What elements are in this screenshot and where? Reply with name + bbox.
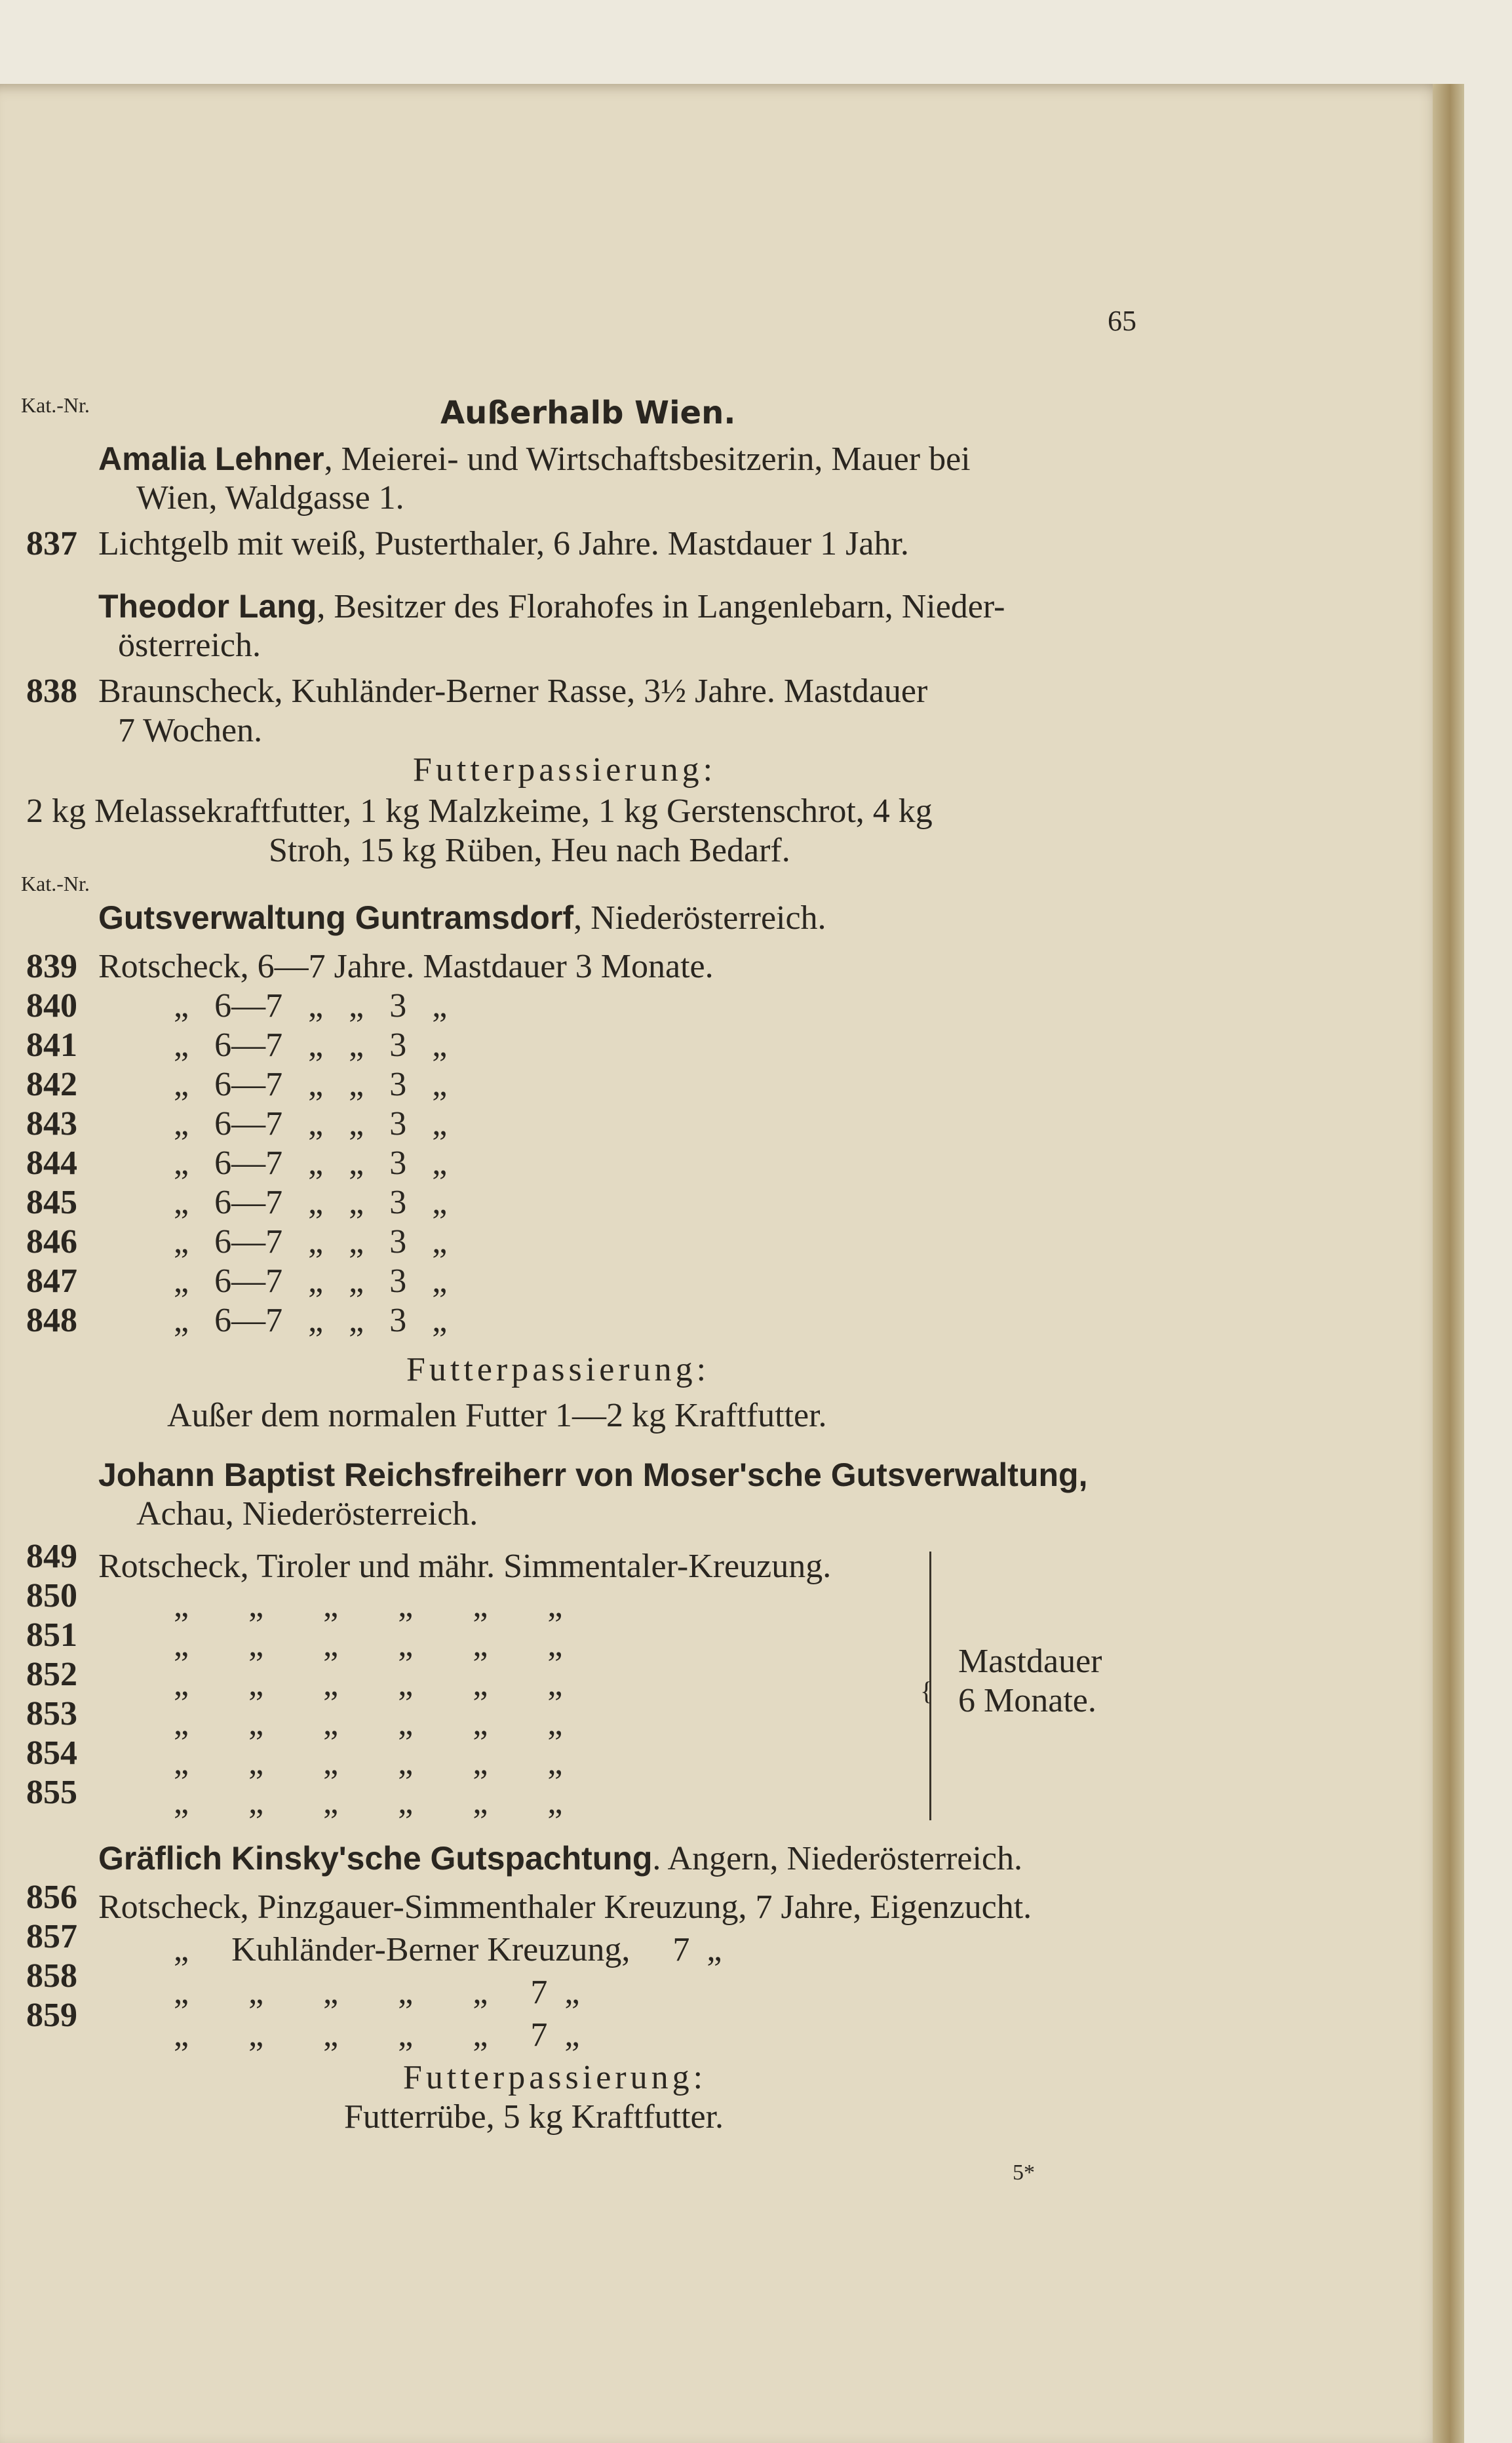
ditto-row: „ „ „ „ „ „: [174, 1626, 563, 1664]
ditto-row: „ Kuhländer-Berner Kreuzung, 7 „: [174, 1931, 722, 1968]
catalog-number: 843: [26, 1105, 77, 1143]
owner-description: , Besitzer des Florahofes in Langenlebarn, Nieder-: [317, 588, 1005, 625]
catalog-number: 844: [26, 1144, 77, 1182]
ditto-row: „ „ „ „ „ „: [174, 1587, 563, 1624]
feeding-label: Futterpassierung:: [413, 751, 717, 789]
catalog-number: 854: [26, 1734, 77, 1772]
owner-address: Achau, Niederösterreich.: [136, 1495, 478, 1533]
ditto-row: „ 6—7 „ „ 3 „: [174, 1026, 448, 1064]
ditto-row: „ „ „ „ „ 7 „: [174, 2016, 580, 2054]
ditto-row: „ 6—7 „ „ 3 „: [174, 1302, 448, 1339]
entry-lehner-header: [98, 439, 971, 479]
catalog-number: 840: [26, 987, 77, 1025]
catalog-number: 856: [26, 1879, 77, 1916]
ditto-row: „ 6—7 „ „ 3 „: [174, 987, 448, 1025]
page-edge: [1433, 84, 1464, 2443]
owner-description: . Angern, Niederösterreich.: [652, 1840, 1022, 1877]
kat-nr-label: Kat.-Nr.: [21, 393, 90, 417]
owner-name: Theodor Lang: [98, 588, 317, 625]
catalog-number: 852: [26, 1656, 77, 1693]
feeding-text: Futterrübe, 5 kg Kraftfutter.: [344, 2098, 724, 2136]
brace-tip: {: [920, 1676, 933, 1706]
ditto-row: „ 6—7 „ „ 3 „: [174, 1144, 448, 1182]
brace-note: 6 Monate.: [958, 1682, 1096, 1719]
brace-note: Mastdauer: [958, 1643, 1102, 1680]
ditto-row: „ „ „ „ „ „: [174, 1666, 563, 1703]
catalog-number: 855: [26, 1774, 77, 1811]
animal-description: Rotscheck, Pinzgauer-Simmenthaler Kreuzung, 7 Jahre, Eigenzucht.: [98, 1888, 1032, 1926]
catalog-number: 842: [26, 1066, 77, 1103]
feeding-label: Futterpassierung:: [403, 2059, 707, 2096]
animal-description: Rotscheck, Tiroler und mähr. Simmentaler-Kreuzung.: [98, 1548, 832, 1585]
owner-name: Gräflich Kinsky'sche Gutspachtung: [98, 1840, 653, 1877]
ditto-row: „ „ „ „ „ 7 „: [174, 1974, 580, 2011]
catalog-number: 847: [26, 1262, 77, 1300]
catalog-number: 857: [26, 1918, 77, 1955]
feeding-label: Futterpassierung:: [406, 1351, 710, 1388]
ditto-row: „ 6—7 „ „ 3 „: [174, 1223, 448, 1261]
owner-name: Gutsverwaltung Guntramsdorf: [98, 899, 574, 936]
owner-address: österreich.: [118, 627, 262, 664]
catalog-number: 859: [26, 1997, 77, 2034]
signature-mark: 5*: [1013, 2160, 1035, 2185]
ditto-row: „ 6—7 „ „ 3 „: [174, 1105, 448, 1143]
catalog-number: 837: [26, 525, 77, 562]
feeding-text: Außer dem normalen Futter 1—2 kg Kraftfutter.: [167, 1397, 827, 1434]
catalog-number: 853: [26, 1695, 77, 1732]
animal-description: Rotscheck, 6—7 Jahre. Mastdauer 3 Monate.: [98, 948, 714, 985]
catalog-number: 858: [26, 1957, 77, 1995]
page-number: 65: [1108, 305, 1136, 337]
ditto-row: „ 6—7 „ „ 3 „: [174, 1262, 448, 1300]
entry-lang-header: [98, 587, 1005, 627]
owner-address: Wien, Waldgasse 1.: [136, 479, 404, 517]
entry-guntramsdorf-header: [98, 898, 826, 938]
feeding-text-cont: Stroh, 15 kg Rüben, Heu nach Bedarf.: [269, 832, 790, 869]
animal-description-cont: 7 Wochen.: [118, 712, 263, 749]
catalog-number: 848: [26, 1302, 77, 1339]
catalog-number: 849: [26, 1538, 77, 1575]
catalog-number: 841: [26, 1026, 77, 1064]
catalog-number: 845: [26, 1184, 77, 1221]
kat-nr-label: Kat.-Nr.: [21, 872, 90, 895]
owner-name: Amalia Lehner: [98, 440, 324, 477]
owner-name: Johann Baptist Reichsfreiherr von Moser'sche Gutsverwaltung,: [98, 1456, 1088, 1493]
section-title: Außerhalb Wien.: [440, 395, 736, 431]
catalog-number: 846: [26, 1223, 77, 1261]
animal-description: Lichtgelb mit weiß, Pusterthaler, 6 Jahre. Mastdauer 1 Jahr.: [98, 525, 909, 562]
owner-description: , Niederösterreich.: [573, 899, 826, 937]
entry-kinsky-header: [98, 1839, 1022, 1879]
ditto-row: „ „ „ „ „ „: [174, 1705, 563, 1742]
catalog-number: 839: [26, 948, 77, 985]
animal-description: Braunscheck, Kuhländer-Berner Rasse, 3½ Jahre. Mastdauer: [98, 673, 928, 710]
feeding-text: 2 kg Melassekraftfutter, 1 kg Malzkeime, 1 kg Gerstenschrot, 4 kg: [26, 792, 933, 830]
ditto-row: „ „ „ „ „ „: [174, 1784, 563, 1821]
ditto-row: „ 6—7 „ „ 3 „: [174, 1184, 448, 1221]
catalog-number: 851: [26, 1616, 77, 1654]
owner-description: , Meierei- und Wirtschaftsbesitzerin, Mauer bei: [324, 440, 971, 478]
catalog-number: 838: [26, 673, 77, 710]
ditto-row: „ „ „ „ „ „: [174, 1744, 563, 1782]
ditto-row: „ 6—7 „ „ 3 „: [174, 1066, 448, 1103]
catalog-number: 850: [26, 1577, 77, 1614]
